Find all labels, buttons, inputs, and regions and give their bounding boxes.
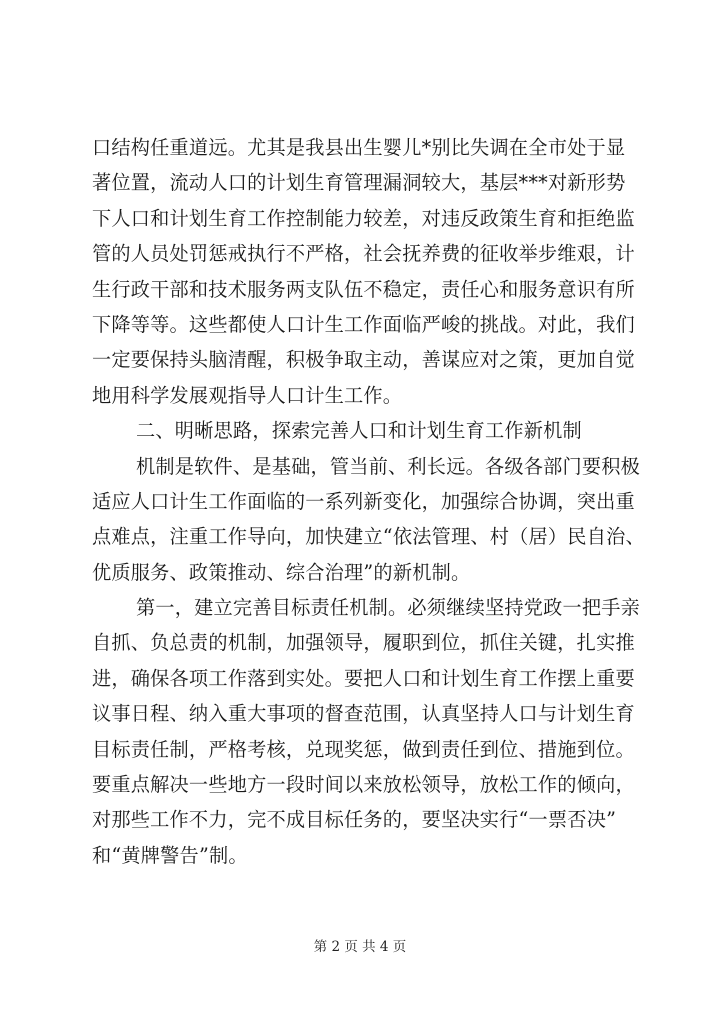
text-line: 口结构任重道远。尤其是我县出生婴儿*别比失调在全市处于显	[92, 136, 626, 159]
text-line: 下人口和计划生育工作控制能力较差，对违反政策生育和拒绝监	[92, 206, 635, 230]
text-line: 议事日程、纳入重大事项的督查范围，认真坚持人口与计划生育	[92, 702, 635, 726]
text-line: 生行政干部和技术服务两支队伍不稳定，责任心和服务意识有所	[92, 277, 635, 301]
text-line: 机制是软件、是基础，管当前、利长远。各级各部门要积极	[136, 454, 641, 478]
text-line: 目标责任制，严格考核，兑现奖惩，做到责任到位、措施到位。	[92, 737, 635, 761]
text-line: 地用科学发展观指导人口计生工作。	[92, 383, 403, 407]
text-line: 进，确保各项工作落到实处。要把人口和计划生育工作摆上重要	[92, 666, 635, 690]
page-footer: 第 2 页 共 4 页	[313, 939, 407, 955]
text-line: 要重点解决一些地方一段时间以来放松领导，放松工作的倾向，	[92, 773, 635, 797]
text-line: 自抓、负总责的机制，加强领导，履职到位，抓住关键，扎实推	[92, 631, 635, 655]
text-line: 点难点，注重工作导向，加快建立“依法管理、村（居）民自治、	[92, 525, 645, 549]
text-line: 二、明晰思路，探索完善人口和计划生育工作新机制	[136, 419, 582, 443]
text-line: 下降等等。这些都使人口计生工作面临严峻的挑战。对此，我们	[92, 312, 635, 336]
text-line: 著位置，流动人口的计划生育管理漏洞较大，基层***对新形势	[92, 171, 626, 195]
text-line: 一定要保持头脑清醒，积极争取主动，善谋应对之策，更加自觉	[92, 348, 635, 372]
text-line: 管的人员处罚惩戒执行不严格，社会抚养费的征收举步维艰，计	[92, 242, 635, 266]
text-line: 优质服务、政策推动、综合治理”的新机制。	[92, 560, 471, 584]
body-text	[92, 130, 645, 873]
text-line: 第一，建立完善目标责任机制。必须继续坚持党政一把手亲	[136, 596, 641, 620]
text-line: 和“黄牌警告”制。	[92, 843, 248, 867]
text-line: 对那些工作不力，完不成目标任务的，要坚决实行“一票否决”	[92, 808, 617, 832]
text-line: 适应人口计生工作面临的一系列新变化，加强综合协调，突出重	[92, 489, 635, 513]
